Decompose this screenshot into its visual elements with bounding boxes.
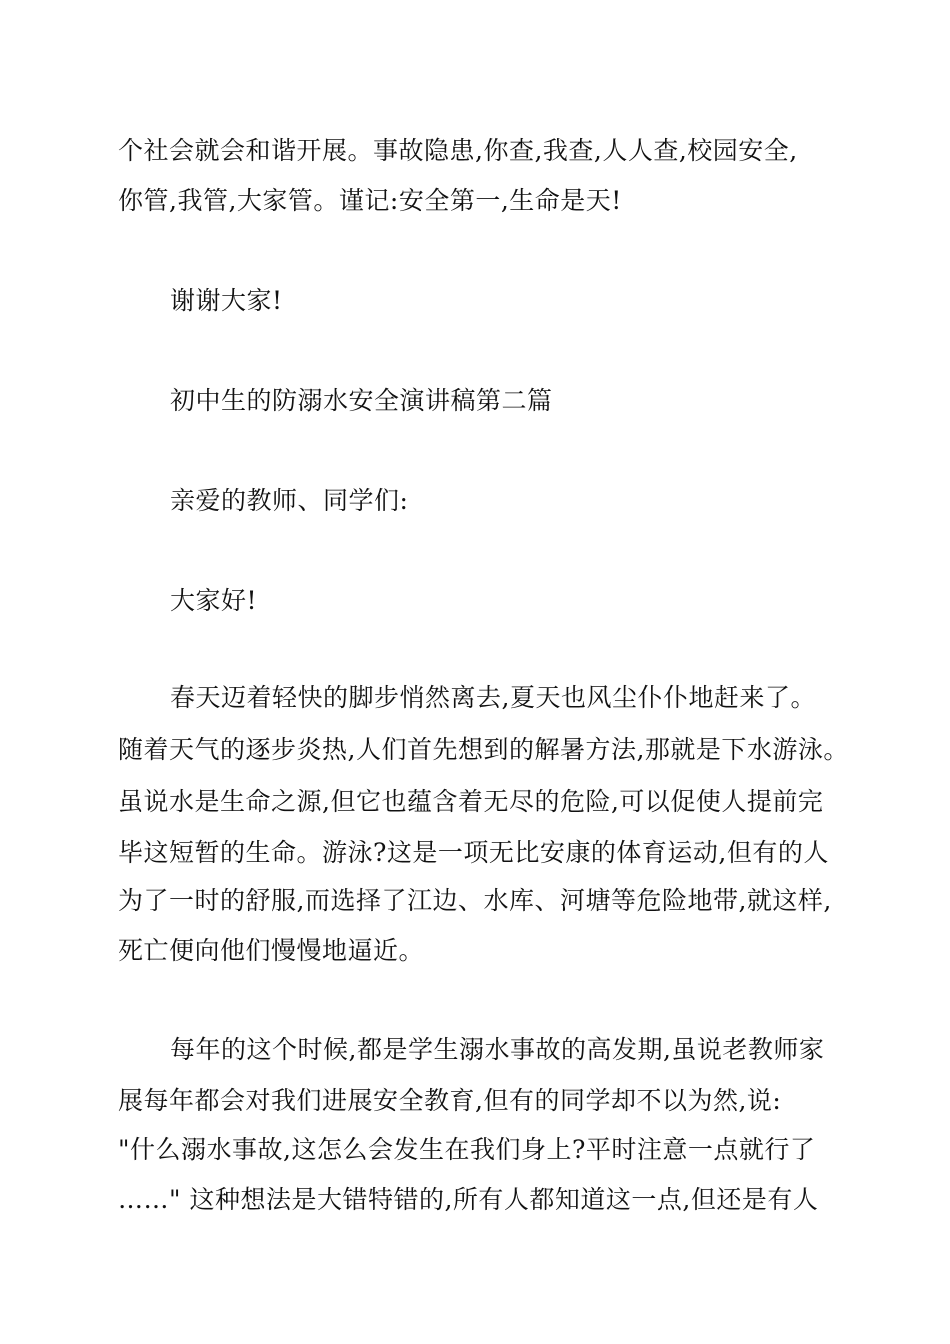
paragraph-line: 你管,我管,大家管。谨记:安全第一,生命是天!	[118, 186, 622, 215]
salutation-line: 亲爱的教师、同学们:	[170, 486, 409, 515]
greeting-line: 大家好!	[170, 586, 258, 615]
paragraph-line: "什么溺水事故,这怎么会发生在我们身上?平时注意一点就行了	[118, 1135, 816, 1164]
paragraph-line: 为了一时的舒服,而选择了江边、水库、河塘等危险地带,就这样,	[118, 886, 832, 915]
paragraph-line: ……" 这种想法是大错特错的,所有人都知道这一点,但还是有人	[118, 1185, 819, 1214]
paragraph-line: 死亡便向他们慢慢地逼近。	[118, 936, 425, 965]
thanks-line: 谢谢大家!	[170, 286, 283, 315]
paragraph-line: 毕这短暂的生命。游泳?这是一项无比安康的体育运动,但有的人	[118, 838, 829, 867]
paragraph-line: 春天迈着轻快的脚步悄然离去,夏天也风尘仆仆地赶来了。	[170, 683, 816, 712]
paragraph-line: 展每年都会对我们进展安全教育,但有的同学却不以为然,说:	[118, 1086, 782, 1115]
paragraph-line: 每年的这个时候,都是学生溺水事故的高发期,虽说老教师家	[170, 1035, 825, 1064]
paragraph-line: 虽说水是生命之源,但它也蕴含着无尽的危险,可以促使人提前完	[118, 787, 824, 816]
paragraph-line: 个社会就会和谐开展。事故隐患,你查,我查,人人查,校园安全,	[118, 136, 798, 165]
section-title: 初中生的防溺水安全演讲稿第二篇	[170, 386, 553, 415]
paragraph-line: 随着天气的逐步炎热,人们首先想到的解暑方法,那就是下水游泳。	[118, 735, 849, 764]
